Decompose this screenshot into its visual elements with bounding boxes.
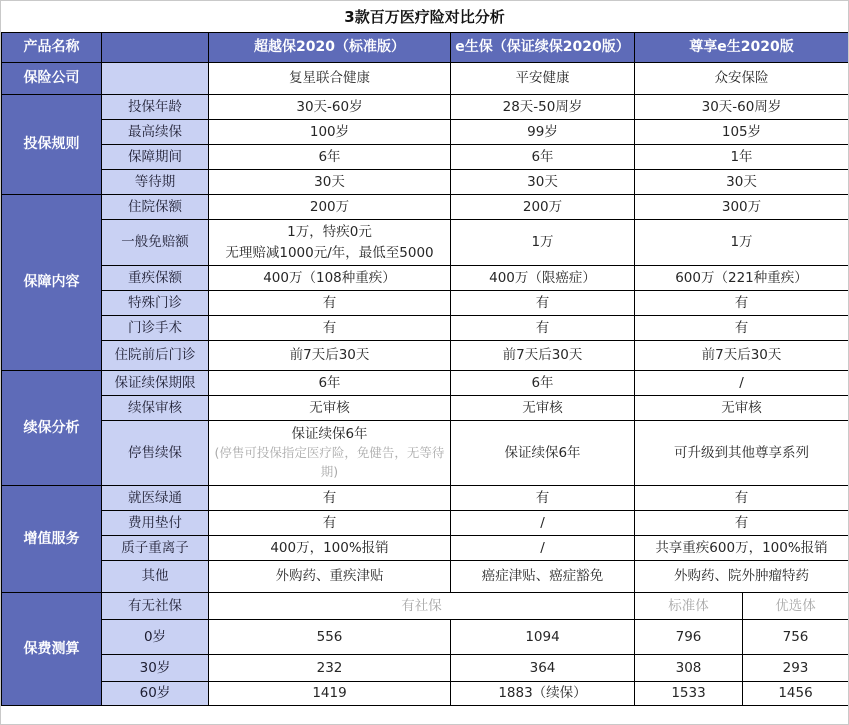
coverage-term-value-3: 1年 [635, 145, 849, 170]
critical-sum-value-3: 600万（221种重疾） [635, 266, 849, 291]
guaranteed-term-value-2: 6年 [451, 371, 635, 396]
max-renewal-value-2: 99岁 [451, 120, 635, 145]
row-label-renewal-review: 续保审核 [102, 396, 209, 421]
row-label-age-limit: 投保年龄 [102, 95, 209, 120]
special-outpatient-value-2: 有 [451, 291, 635, 316]
age-limit-value-1: 30天-60岁 [209, 95, 451, 120]
table-row-premium-age-60 [2, 682, 849, 706]
row-label-premium-age-60: 60岁 [102, 682, 209, 706]
coverage-term-value-1: 6年 [209, 145, 451, 170]
row-label-other-services: 其他 [102, 561, 209, 593]
row-label-guaranteed-renewal-term: 保证续保期限 [102, 371, 209, 396]
outpatient-surgery-value-2: 有 [451, 316, 635, 341]
table-row-pre-post-outpatient [2, 341, 849, 371]
other-services-value-1: 外购药、重疾津贴 [209, 561, 451, 593]
row-label-premium-age-0: 0岁 [102, 620, 209, 655]
header-spacer-cell [102, 33, 209, 63]
premium-age60-value-3-standard: 1533 [635, 682, 743, 706]
premium-age30-value-1: 232 [209, 655, 451, 682]
table-row-premium-age-30 [2, 655, 849, 682]
company-value-1: 复星联合健康 [209, 63, 451, 95]
table-row-age-limit [2, 95, 849, 120]
coverage-term-value-2: 6年 [451, 145, 635, 170]
social-security-merged-value: 有社保 [209, 593, 635, 620]
premium-age0-value-1: 556 [209, 620, 451, 655]
proton-value-3: 共享重疾600万，100%报销 [635, 536, 849, 561]
age-limit-value-2: 28天-50周岁 [451, 95, 635, 120]
row-label-premium-age-30: 30岁 [102, 655, 209, 682]
row-label-expense-advance: 费用垫付 [102, 511, 209, 536]
waiting-period-value-2: 30天 [451, 170, 635, 195]
table-row-hospital-sum [2, 195, 849, 220]
general-deductible-value-1 [209, 220, 451, 266]
pre-post-value-3: 前7天后30天 [635, 341, 849, 371]
company-spacer-cell [102, 63, 209, 95]
pre-post-value-2: 前7天后30天 [451, 341, 635, 371]
row-label-pre-post-outpatient: 住院前后门诊 [102, 341, 209, 371]
renewal-review-value-2: 无审核 [451, 396, 635, 421]
pre-post-value-1: 前7天后30天 [209, 341, 451, 371]
green-channel-value-2: 有 [451, 486, 635, 511]
group-label-coverage-content: 保障内容 [2, 195, 102, 371]
group-label-premium-estimate: 保费测算 [2, 593, 102, 706]
company-value-2: 平安健康 [451, 63, 635, 95]
row-label-green-channel: 就医绿通 [102, 486, 209, 511]
standard-body-header: 标准体 [635, 593, 743, 620]
row-label-proton-heavy-ion: 质子重离子 [102, 536, 209, 561]
table-row-general-deductible [2, 220, 849, 266]
preferred-body-header: 优选体 [743, 593, 849, 620]
table-row-proton-heavy-ion [2, 536, 849, 561]
hospital-sum-value-1: 200万 [209, 195, 451, 220]
table-row-coverage-term [2, 145, 849, 170]
renewal-review-value-3: 无审核 [635, 396, 849, 421]
guaranteed-term-value-1: 6年 [209, 371, 451, 396]
proton-value-1: 400万，100%报销 [209, 536, 451, 561]
premium-age0-value-3-standard: 796 [635, 620, 743, 655]
table-row-waiting-period [2, 170, 849, 195]
discontinued-note-text: (停售可投保指定医疗险，免健告，无等待期) [214, 445, 445, 480]
table-row-expense-advance [2, 511, 849, 536]
hospital-sum-value-3: 300万 [635, 195, 849, 220]
critical-sum-value-2: 400万（限癌症） [451, 266, 635, 291]
proton-value-2: / [451, 536, 635, 561]
premium-age30-value-2: 364 [451, 655, 635, 682]
guaranteed-term-value-3: / [635, 371, 849, 396]
table-row-green-channel [2, 486, 849, 511]
product-1-header: 超越保2020（标准版） [209, 33, 451, 63]
group-label-renewal-analysis: 续保分析 [2, 371, 102, 486]
group-label-underwriting-rules: 投保规则 [2, 95, 102, 195]
table-row-special-outpatient [2, 291, 849, 316]
expense-advance-value-1: 有 [209, 511, 451, 536]
discontinued-value-3: 可升级到其他尊享系列 [635, 421, 849, 486]
critical-sum-value-1: 400万（108种重疾） [209, 266, 451, 291]
product-name-header-label: 产品名称 [2, 33, 102, 63]
table-row-premium-age-0 [2, 620, 849, 655]
expense-advance-value-2: / [451, 511, 635, 536]
row-label-general-deductible: 一般免赔额 [102, 220, 209, 266]
row-label-coverage-term: 保障期间 [102, 145, 209, 170]
header-row [2, 33, 849, 63]
premium-age60-value-2: 1883（续保） [451, 682, 635, 706]
discontinued-value-2: 保证续保6年 [451, 421, 635, 486]
group-label-value-added-services: 增值服务 [2, 486, 102, 593]
row-label-special-outpatient: 特殊门诊 [102, 291, 209, 316]
discontinued-value-1 [209, 421, 451, 486]
row-label-social-security: 有无社保 [102, 593, 209, 620]
hospital-sum-value-2: 200万 [451, 195, 635, 220]
table-row-guaranteed-renewal-term [2, 371, 849, 396]
table-row-max-renewal-age [2, 120, 849, 145]
premium-age30-value-3-standard: 308 [635, 655, 743, 682]
row-label-critical-illness-sum: 重疾保额 [102, 266, 209, 291]
premium-age60-value-1: 1419 [209, 682, 451, 706]
special-outpatient-value-3: 有 [635, 291, 849, 316]
outpatient-surgery-value-1: 有 [209, 316, 451, 341]
outpatient-surgery-value-3: 有 [635, 316, 849, 341]
premium-age60-value-3-preferred: 1456 [743, 682, 849, 706]
table-row-discontinued-renewal [2, 421, 849, 486]
table-row-outpatient-surgery [2, 316, 849, 341]
row-label-outpatient-surgery: 门诊手术 [102, 316, 209, 341]
renewal-review-value-1: 无审核 [209, 396, 451, 421]
waiting-period-value-3: 30天 [635, 170, 849, 195]
premium-age0-value-3-preferred: 756 [743, 620, 849, 655]
green-channel-value-1: 有 [209, 486, 451, 511]
product-2-header: e生保（保证续保2020版） [451, 33, 635, 63]
row-label-hospital-sum: 住院保额 [102, 195, 209, 220]
company-row [2, 63, 849, 95]
company-row-label: 保险公司 [2, 63, 102, 95]
other-services-value-2: 癌症津贴、癌症豁免 [451, 561, 635, 593]
discontinued-main-text: 保证续保6年 [291, 426, 368, 443]
deductible-line-2: 无理赔减1000元/年，最低至5000 [225, 244, 434, 261]
premium-age30-value-3-preferred: 293 [743, 655, 849, 682]
max-renewal-value-3: 105岁 [635, 120, 849, 145]
row-label-discontinued-renewal: 停售续保 [102, 421, 209, 486]
row-label-waiting-period: 等待期 [102, 170, 209, 195]
general-deductible-value-3: 1万 [635, 220, 849, 266]
deductible-line-1: 1万，特疾0元 [287, 224, 372, 241]
company-value-3: 众安保险 [635, 63, 849, 95]
table-row-critical-illness-sum [2, 266, 849, 291]
table-row-social-security [2, 593, 849, 620]
waiting-period-value-1: 30天 [209, 170, 451, 195]
max-renewal-value-1: 100岁 [209, 120, 451, 145]
page-title: 3款百万医疗险对比分析 [344, 8, 505, 26]
premium-age0-value-2: 1094 [451, 620, 635, 655]
table-row-other-services [2, 561, 849, 593]
product-3-header: 尊享e生2020版 [635, 33, 849, 63]
row-label-max-renewal-age: 最高续保 [102, 120, 209, 145]
expense-advance-value-3: 有 [635, 511, 849, 536]
general-deductible-value-2: 1万 [451, 220, 635, 266]
other-services-value-3: 外购药、院外肿瘤特药 [635, 561, 849, 593]
special-outpatient-value-1: 有 [209, 291, 451, 316]
green-channel-value-3: 有 [635, 486, 849, 511]
table-row-renewal-review [2, 396, 849, 421]
comparison-table [1, 32, 849, 706]
age-limit-value-3: 30天-60周岁 [635, 95, 849, 120]
